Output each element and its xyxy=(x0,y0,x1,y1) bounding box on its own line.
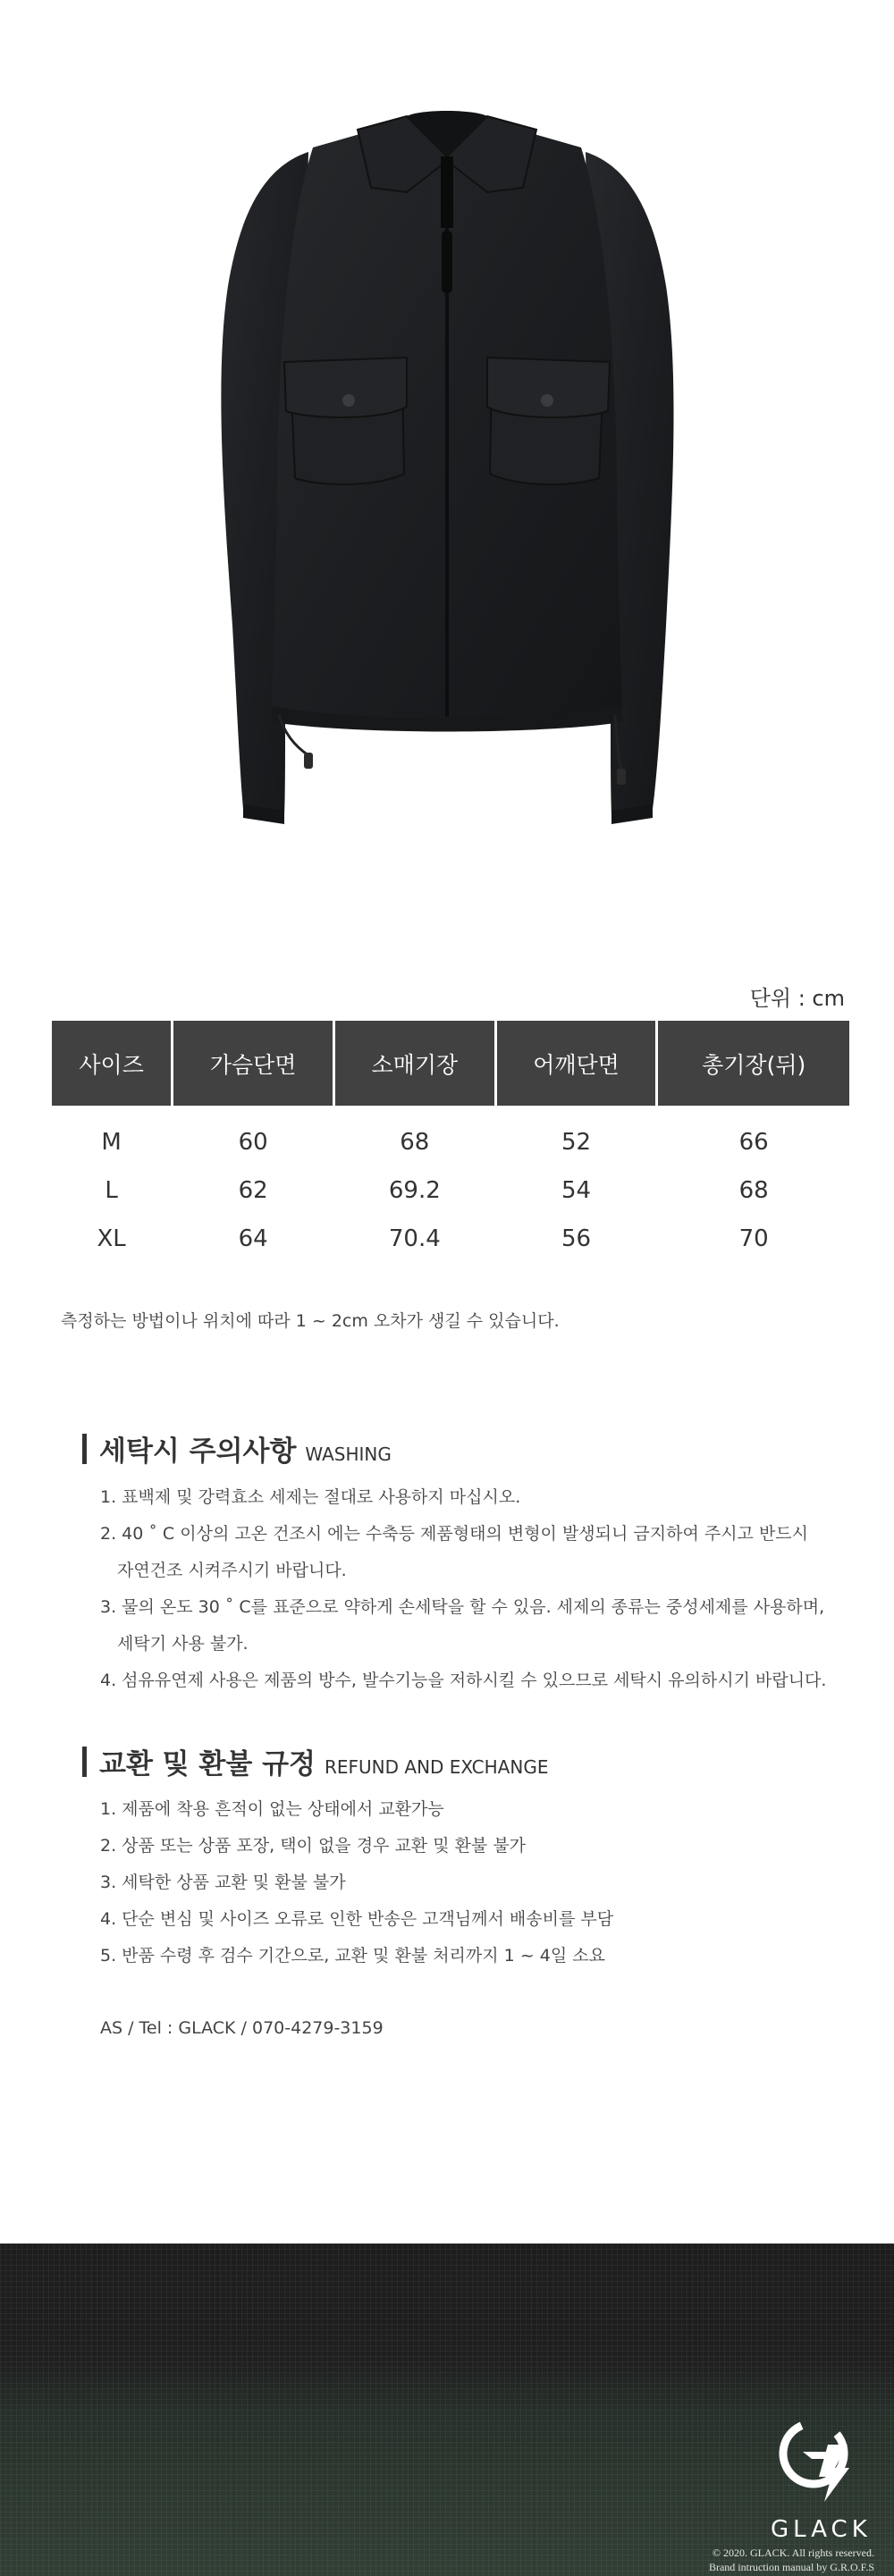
footer-brand-name: GLACK xyxy=(771,2516,872,2543)
list-item: 4. 섬유유연제 사용은 제품의 방수, 발수기능을 저하시킬 수 있으므로 세탁시 유의하시기 바랍니다. xyxy=(100,1671,827,1690)
product-photo xyxy=(0,0,894,947)
list-item: 2. 상품 또는 상품 포장, 택이 없을 경우 교환 및 환불 불가 xyxy=(100,1836,527,1856)
table-row xyxy=(52,1215,849,1263)
jacket-illustration xyxy=(0,0,894,947)
size-cell: XL xyxy=(97,1225,126,1252)
shoulder-cell: 54 xyxy=(561,1177,592,1204)
sleeve-cell: 70.4 xyxy=(388,1225,441,1252)
list-item-continued: 자연건조 시켜주시기 바랍니다. xyxy=(117,1561,347,1580)
chest-cell: 60 xyxy=(238,1129,268,1156)
size-cell: M xyxy=(101,1129,122,1156)
refund-title-en: REFUND AND EXCHANGE xyxy=(325,1756,549,1778)
shoulder-cell: 56 xyxy=(561,1225,592,1252)
as-contact: AS / Tel : GLACK / 070-4279-3159 xyxy=(100,2018,384,2038)
refund-section-title xyxy=(82,1741,548,1781)
chest-cell: 64 xyxy=(238,1225,268,1252)
glack-g-lightning-icon xyxy=(776,2409,865,2512)
section-bar xyxy=(82,1434,87,1464)
shoulder-cell: 52 xyxy=(561,1129,592,1156)
refund-list xyxy=(100,1791,613,1974)
table-row xyxy=(52,1166,849,1215)
list-item: 2. 40 ˚ C 이상의 고온 건조시 에는 수축등 제품형태의 변형이 발생되니 금지하여 주시고 반드시 xyxy=(100,1524,809,1544)
size-chart-header-row xyxy=(52,1021,849,1106)
list-item: 3. 물의 온도 30 ˚ C를 표준으로 약하게 손세탁을 할 수 있음. 세제의 종류는 중성세제를 사용하며, xyxy=(100,1597,825,1617)
washing-list xyxy=(100,1479,826,1699)
chest-cell: 62 xyxy=(238,1177,268,1204)
list-item: 1. 제품에 착용 흔적이 없는 상태에서 교환가능 xyxy=(100,1799,444,1819)
washing-title-en: WASHING xyxy=(305,1444,392,1465)
list-item: 5. 반품 수령 후 검수 기간으로, 교환 및 환불 처리까지 1 ~ 4일 소요 xyxy=(100,1946,605,1966)
length-cell: 68 xyxy=(738,1177,769,1204)
refund-title-ko: 교환 및 환불 규정 xyxy=(99,1748,316,1780)
header-sleeve: 소매기장 xyxy=(335,1021,494,1106)
measurement-note: 측정하는 방법이나 위치에 따라 1 ~ 2cm 오차가 생길 수 있습니다. xyxy=(61,1311,560,1331)
footer-grid-texture xyxy=(0,2243,894,2576)
size-chart-table xyxy=(49,1021,852,1263)
section-bar xyxy=(82,1747,87,1777)
length-cell: 66 xyxy=(738,1129,769,1156)
header-size: 사이즈 xyxy=(52,1021,171,1106)
table-row xyxy=(52,1106,849,1166)
list-item-continued: 세탁기 사용 불가. xyxy=(117,1634,249,1654)
header-shoulder: 어깨단면 xyxy=(497,1021,656,1106)
credit-line: Brand intruction manual by G.R.O.F.S xyxy=(708,2561,874,2573)
footer-banner xyxy=(0,2243,894,2576)
copyright-line: © 2020. GLACK. All rights reserved. xyxy=(712,2547,874,2559)
length-cell: 70 xyxy=(738,1225,769,1252)
sleeve-cell: 68 xyxy=(400,1129,430,1156)
size-cell: L xyxy=(105,1177,118,1204)
list-item: 3. 세탁한 상품 교환 및 환불 불가 xyxy=(100,1873,346,1892)
washing-section-title xyxy=(82,1428,392,1469)
header-chest: 가슴단면 xyxy=(173,1021,333,1106)
list-item: 4. 단순 변심 및 사이즈 오류로 인한 반송은 고객님께서 배송비를 부담 xyxy=(100,1909,614,1929)
sleeve-cell: 69.2 xyxy=(388,1177,441,1204)
footer-copyright xyxy=(709,2546,874,2574)
size-unit-label: 단위 : cm xyxy=(749,986,845,1011)
header-length: 총기장(뒤) xyxy=(658,1021,849,1106)
washing-title-ko: 세탁시 주의사항 xyxy=(99,1435,297,1468)
list-item: 1. 표백제 및 강력효소 세제는 절대로 사용하지 마십시오. xyxy=(100,1487,521,1507)
